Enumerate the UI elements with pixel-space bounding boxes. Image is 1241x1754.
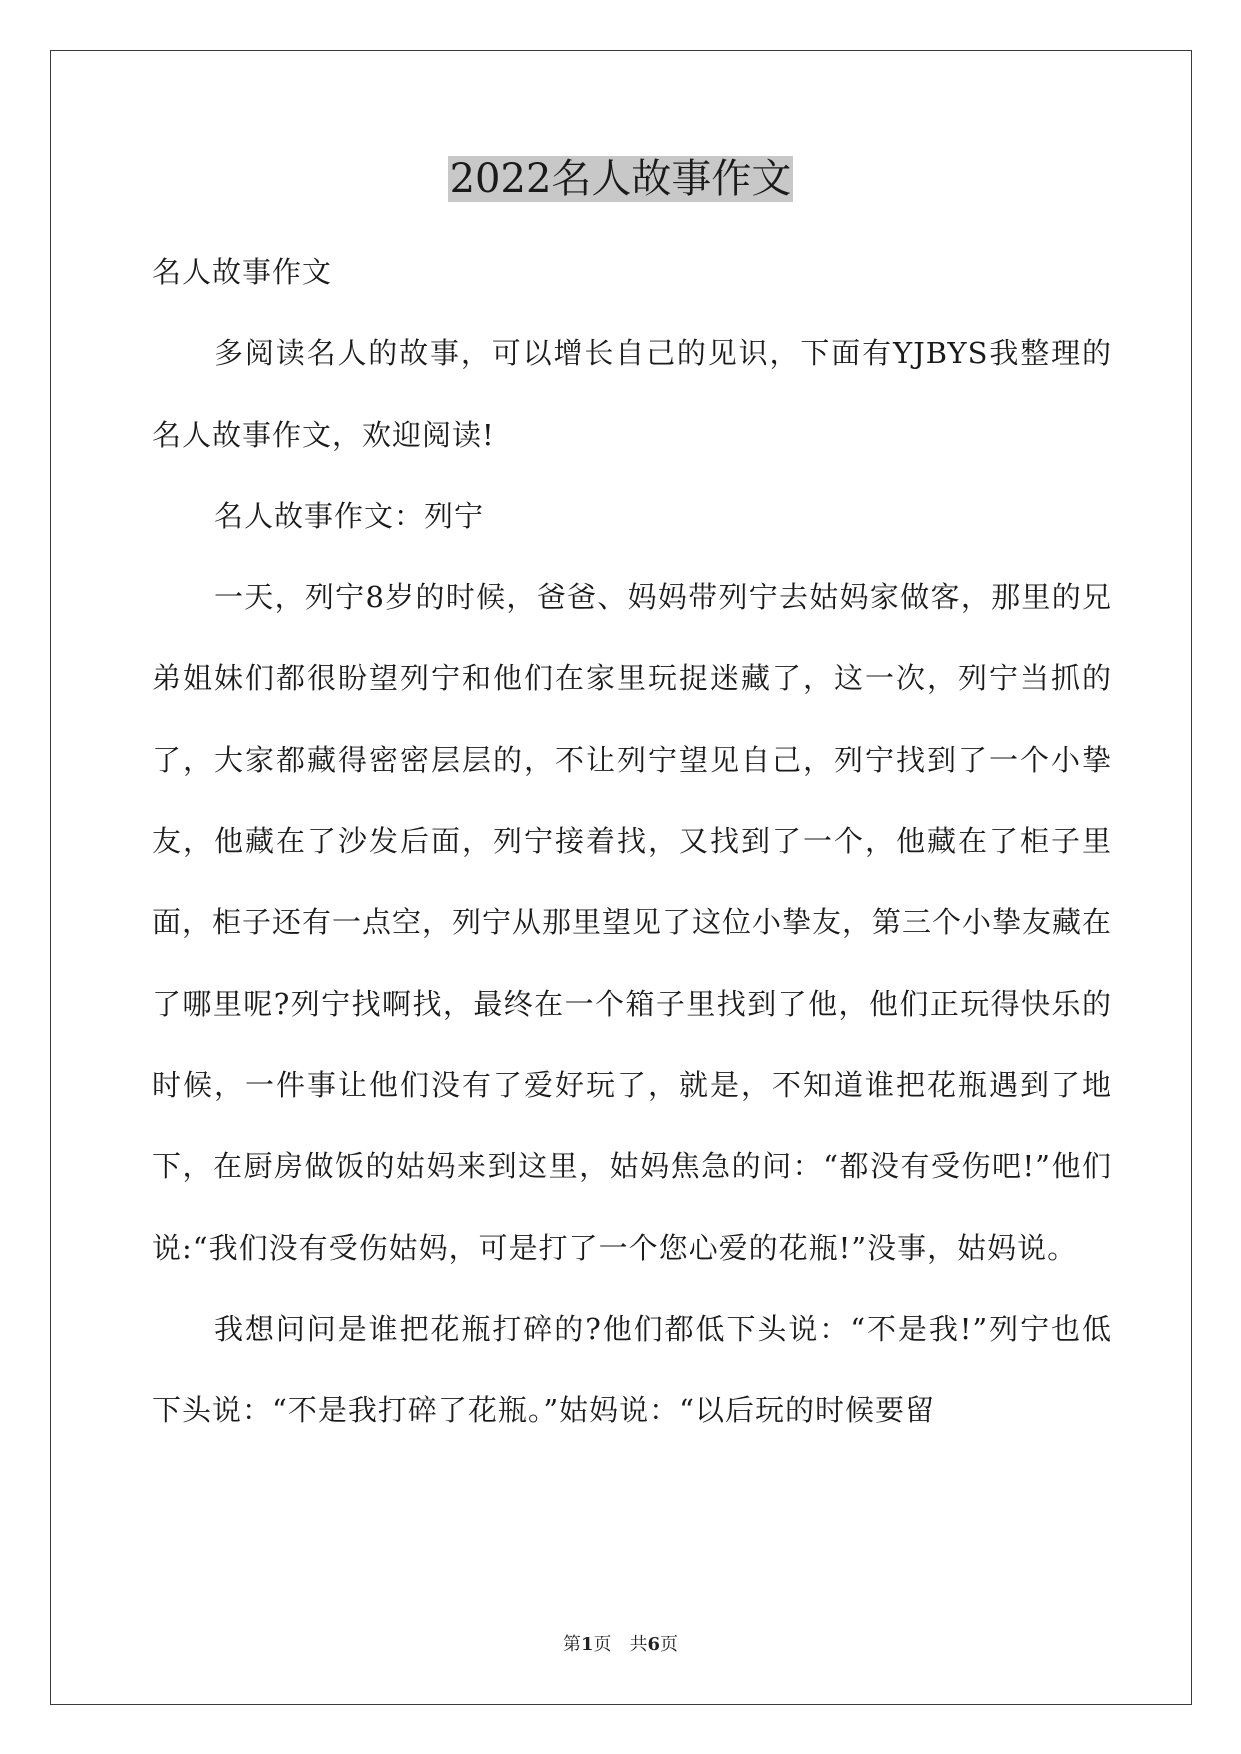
footer-total-pages: 6	[647, 1634, 661, 1655]
page-footer	[0, 1630, 1241, 1656]
paragraph: 一天，列宁8岁的时候，爸爸、妈妈带列宁去姑妈家做客，那里的兄弟姐妹们都很盼望列宁和他们在家里玩捉迷藏了，这一次，列宁当抓的了，大家都藏得密密层层的，不让列宁望见自己，列宁找到了一个小挚友，他藏在了沙发后面，列宁接着找，又找到了一个，他藏在了柜子里面，柜子还有一点空，列宁从那里望见了这位小挚友，第三个小挚友藏在了哪里呢?列宁找啊找，最终在一个箱子里找到了他，他们正玩得快乐的时候，一件事让他们没有了爱好玩了，就是，不知道谁把花瓶遇到了地下，在厨房做饭的姑妈来到这里，姑妈焦急的问：“都没有受伤吧!”他们说:“我们没有受伤姑妈，可是打了一个您心爱的花瓶!”没事，姑妈说。	[152, 580, 1113, 1265]
document-body	[152, 232, 1112, 1451]
document-title-text: 2022名人故事作文	[449, 156, 792, 202]
paragraph: 名人故事作文：列宁	[214, 498, 485, 533]
footer-page-number: 1	[580, 1634, 594, 1655]
footer-suffix: 页	[660, 1634, 679, 1655]
paragraph: 名人故事作文	[152, 255, 333, 289]
document-title	[0, 150, 1241, 208]
paragraph: 多阅读名人的故事，可以增长自己的见识，下面有YJBYS我整理的名人故事作文，欢迎阅读!	[152, 336, 1112, 452]
footer-middle: 页 共	[593, 1634, 648, 1655]
footer-prefix: 第	[562, 1634, 581, 1655]
paragraph: 我想问问是谁把花瓶打碎的?他们都低下头说：“不是我!”列宁也低下头说：“不是我打碎了花瓶。”姑妈说：“以后玩的时候要留	[152, 1311, 1112, 1428]
